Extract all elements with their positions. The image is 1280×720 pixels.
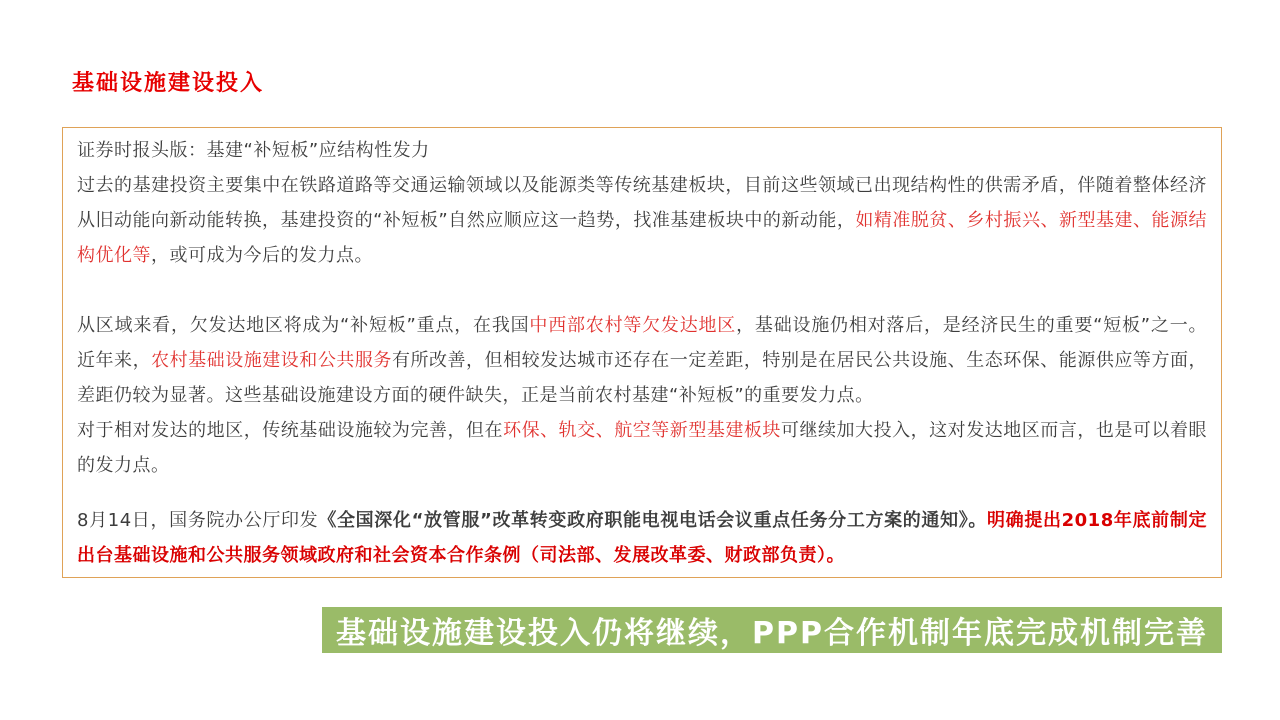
text-run: 有所改善，但相较发达城市还存在一定差距，特别是在居民公共设施、生态环保、能源供应等方面，差距仍较为显著。这些基础设施建设方面的硬件缺失，正是当前农村基建“补短板”的重要发力点。 xyxy=(77,350,1208,406)
text-run-highlight: 中西部农村等欠发达地区 xyxy=(529,315,737,336)
paragraph-policy-notice xyxy=(77,503,1207,573)
text-run: 过去的基建投资主要集中在铁路道路等交通运输领域以及能源类等传统基建板块，目前这些领域已出现结构性的供需矛盾，伴随着整体经济从旧动能向新动能转换，基建投资的“补短板”自然应顺应这一趋势，找准基建板块中的新动能， xyxy=(77,175,1207,231)
headline-text: 证券时报头版：基建“补短板”应结构性发力 xyxy=(77,140,430,161)
paragraph-headline xyxy=(77,133,1207,168)
paragraph-regional-analysis xyxy=(77,308,1207,413)
bottom-conclusion-banner xyxy=(322,607,1222,653)
text-run: 从区域来看，欠发达地区将成为“补短板”重点，在我国 xyxy=(77,315,530,336)
text-run: ，或可成为今后的发力点。 xyxy=(151,245,373,266)
banner-text: 基础设施建设投入仍将继续，PPP合作机制年底完成机制完善 xyxy=(336,616,1208,651)
content-box xyxy=(62,127,1222,578)
text-run: 可继续加大投入，这对发达地区而言，也是可以着眼的发力点。 xyxy=(77,420,1208,476)
text-run: ，基础设施仍相对落后，是经济民生的重要“短板”之一。近年来， xyxy=(77,315,1208,371)
text-run: 对于相对发达的地区，传统基础设施较为完善，但在 xyxy=(77,420,504,441)
text-run-policy-highlight: 明确提出2018年底前制定出台基础设施和公共服务领域政府和社会资本合作条例（司法部、发展改革委、财政部负责）。 xyxy=(77,510,1207,566)
page-title: 基础设施建设投入 xyxy=(72,71,265,96)
text-run-highlight: 如精准脱贫、乡村振兴、新型基建、能源结构优化等 xyxy=(77,210,1207,266)
paragraph-developed-regions xyxy=(77,413,1207,483)
text-run-highlight: 环保、轨交、航空等新型基建板块 xyxy=(503,420,781,441)
paragraph-past-investment xyxy=(77,168,1207,273)
text-run-document-title: 《全国深化“放管服”改革转变政府职能电视电话会议重点任务分工方案的通知》。 xyxy=(318,510,988,531)
text-run-highlight: 农村基础设施建设和公共服务 xyxy=(151,350,392,371)
text-run: 8月14日，国务院办公厅印发 xyxy=(77,510,319,531)
